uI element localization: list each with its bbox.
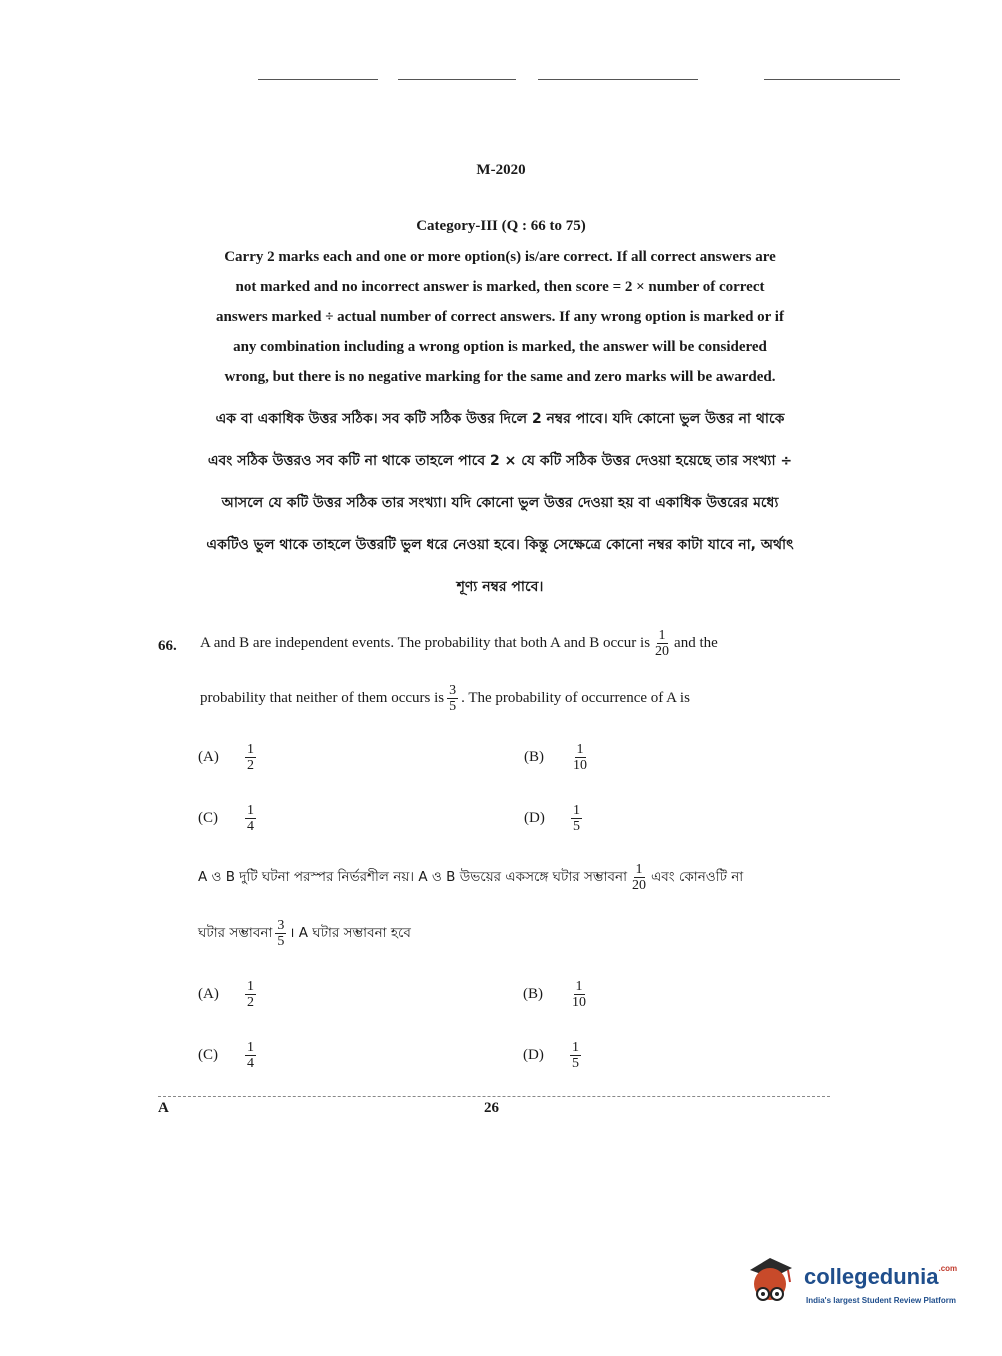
paper-code: M-2020 (476, 162, 526, 178)
instructions-bengali (150, 398, 850, 608)
collegedunia-watermark (744, 1250, 974, 1310)
question-text-bn: এবং কোনওটি না (651, 869, 744, 885)
top-rule-4 (764, 79, 900, 80)
instruction-line-bn: এক বা একাধিক উত্তর সঠিক। সব কটি সঠিক উত্তর দিলে 2 নম্বর পাবে। যদি কোনো ভুল উত্তর না থাকে (215, 411, 785, 427)
question-text: . The probability of occurrence of A is (461, 690, 690, 706)
option-a-bn[interactable]: (A) $\frac{1}{2}$ (198, 979, 254, 1010)
question-number: 66. (158, 638, 177, 654)
question-bn-line-1 (198, 862, 838, 893)
question-line-2 (200, 683, 830, 714)
instruction-line: answers marked ÷ actual number of correct answers. If any wrong option is marked or if (216, 309, 784, 325)
category-heading: Category-III (Q : 66 to 75) (416, 218, 586, 234)
fraction-1-20: $\frac{1}{20}$ (655, 628, 670, 659)
brand-name: collegedunia$^{.com}$ (804, 1264, 958, 1289)
question-text: and the (674, 635, 718, 651)
instruction-line-bn: শূণ্য নম্বর পাবে। (456, 579, 544, 595)
instruction-line: not marked and no incorrect answer is marked, then score = 2 × number of correct (235, 279, 765, 295)
question-bn-line-2 (198, 918, 411, 949)
page-number: 26 (484, 1100, 499, 1116)
instruction-line-bn: আসলে যে কটি উত্তর সঠিক তার সংখ্যা। যদি কোনো ভুল উত্তর দেওয়া হয় বা একাধিক উত্তরের মধ্যে (221, 495, 779, 511)
mascot-logo-icon (744, 1250, 802, 1310)
option-c-en[interactable]: (C) $\frac{1}{4}$ (198, 803, 254, 834)
question-text-bn: ঘটার সম্ভাবনা (198, 925, 273, 941)
question-text-bn: । A ঘটার সম্ভাবনা হবে (289, 925, 411, 941)
top-rule-1 (258, 79, 378, 80)
option-c-bn[interactable]: (C) $\frac{1}{4}$ (198, 1040, 254, 1071)
brand-tagline: India's largest Student Review Platform (806, 1296, 956, 1305)
option-a-en[interactable]: (A) $\frac{1}{2}$ (198, 742, 254, 773)
question-text: probability that neither of them occurs is (200, 690, 445, 706)
fraction-3-5-bn: $\frac{3}{5}$ (277, 918, 285, 949)
question-line-1 (200, 628, 830, 659)
fraction-1-20-bn: $\frac{1}{20}$ (632, 862, 646, 893)
option-b-en[interactable]: (B) $\frac{1}{10}$ (524, 742, 587, 773)
instruction-line-bn: এবং সঠিক উত্তরও সব কটি না থাকে তাহলে পাবে 2 × যে কটি সঠিক উত্তর দেওয়া হয়েছে তার সংখ্যা ÷ (207, 453, 793, 469)
instructions-english (150, 242, 850, 392)
instruction-line: wrong, but there is no negative marking for the same and zero marks will be awarded. (224, 369, 776, 385)
question-text: A and B are independent events. The probability that both A and B occur is (200, 635, 651, 651)
question-text-bn: A ও B দুটি ঘটনা পরস্পর নির্ভরশীল নয়। A ও B উভয়ের একসঙ্গে ঘটার সম্ভাবনা (198, 869, 627, 885)
instruction-line: any combination including a wrong option is marked, the answer will be considered (233, 339, 767, 355)
option-d-en[interactable]: (D) $\frac{1}{5}$ (524, 803, 580, 834)
set-label: A (158, 1100, 169, 1116)
top-rule-3 (538, 79, 698, 80)
option-d-bn[interactable]: (D) $\frac{1}{5}$ (523, 1040, 579, 1071)
footer-rule (158, 1096, 830, 1097)
fraction-3-5: $\frac{3}{5}$ (449, 683, 457, 714)
option-b-bn[interactable]: (B) $\frac{1}{10}$ (523, 979, 586, 1010)
instruction-line: Carry 2 marks each and one or more option(s) is/are correct. If all correct answers are (224, 249, 776, 265)
instruction-line-bn: একটিও ভুল থাকে তাহলে উত্তরটি ভুল ধরে নেওয়া হবে। কিন্তু সেক্ষেত্রে কোনো নম্বর কাটা যাবে না, অর্থাৎ (206, 537, 794, 553)
top-rule-2 (398, 79, 516, 80)
